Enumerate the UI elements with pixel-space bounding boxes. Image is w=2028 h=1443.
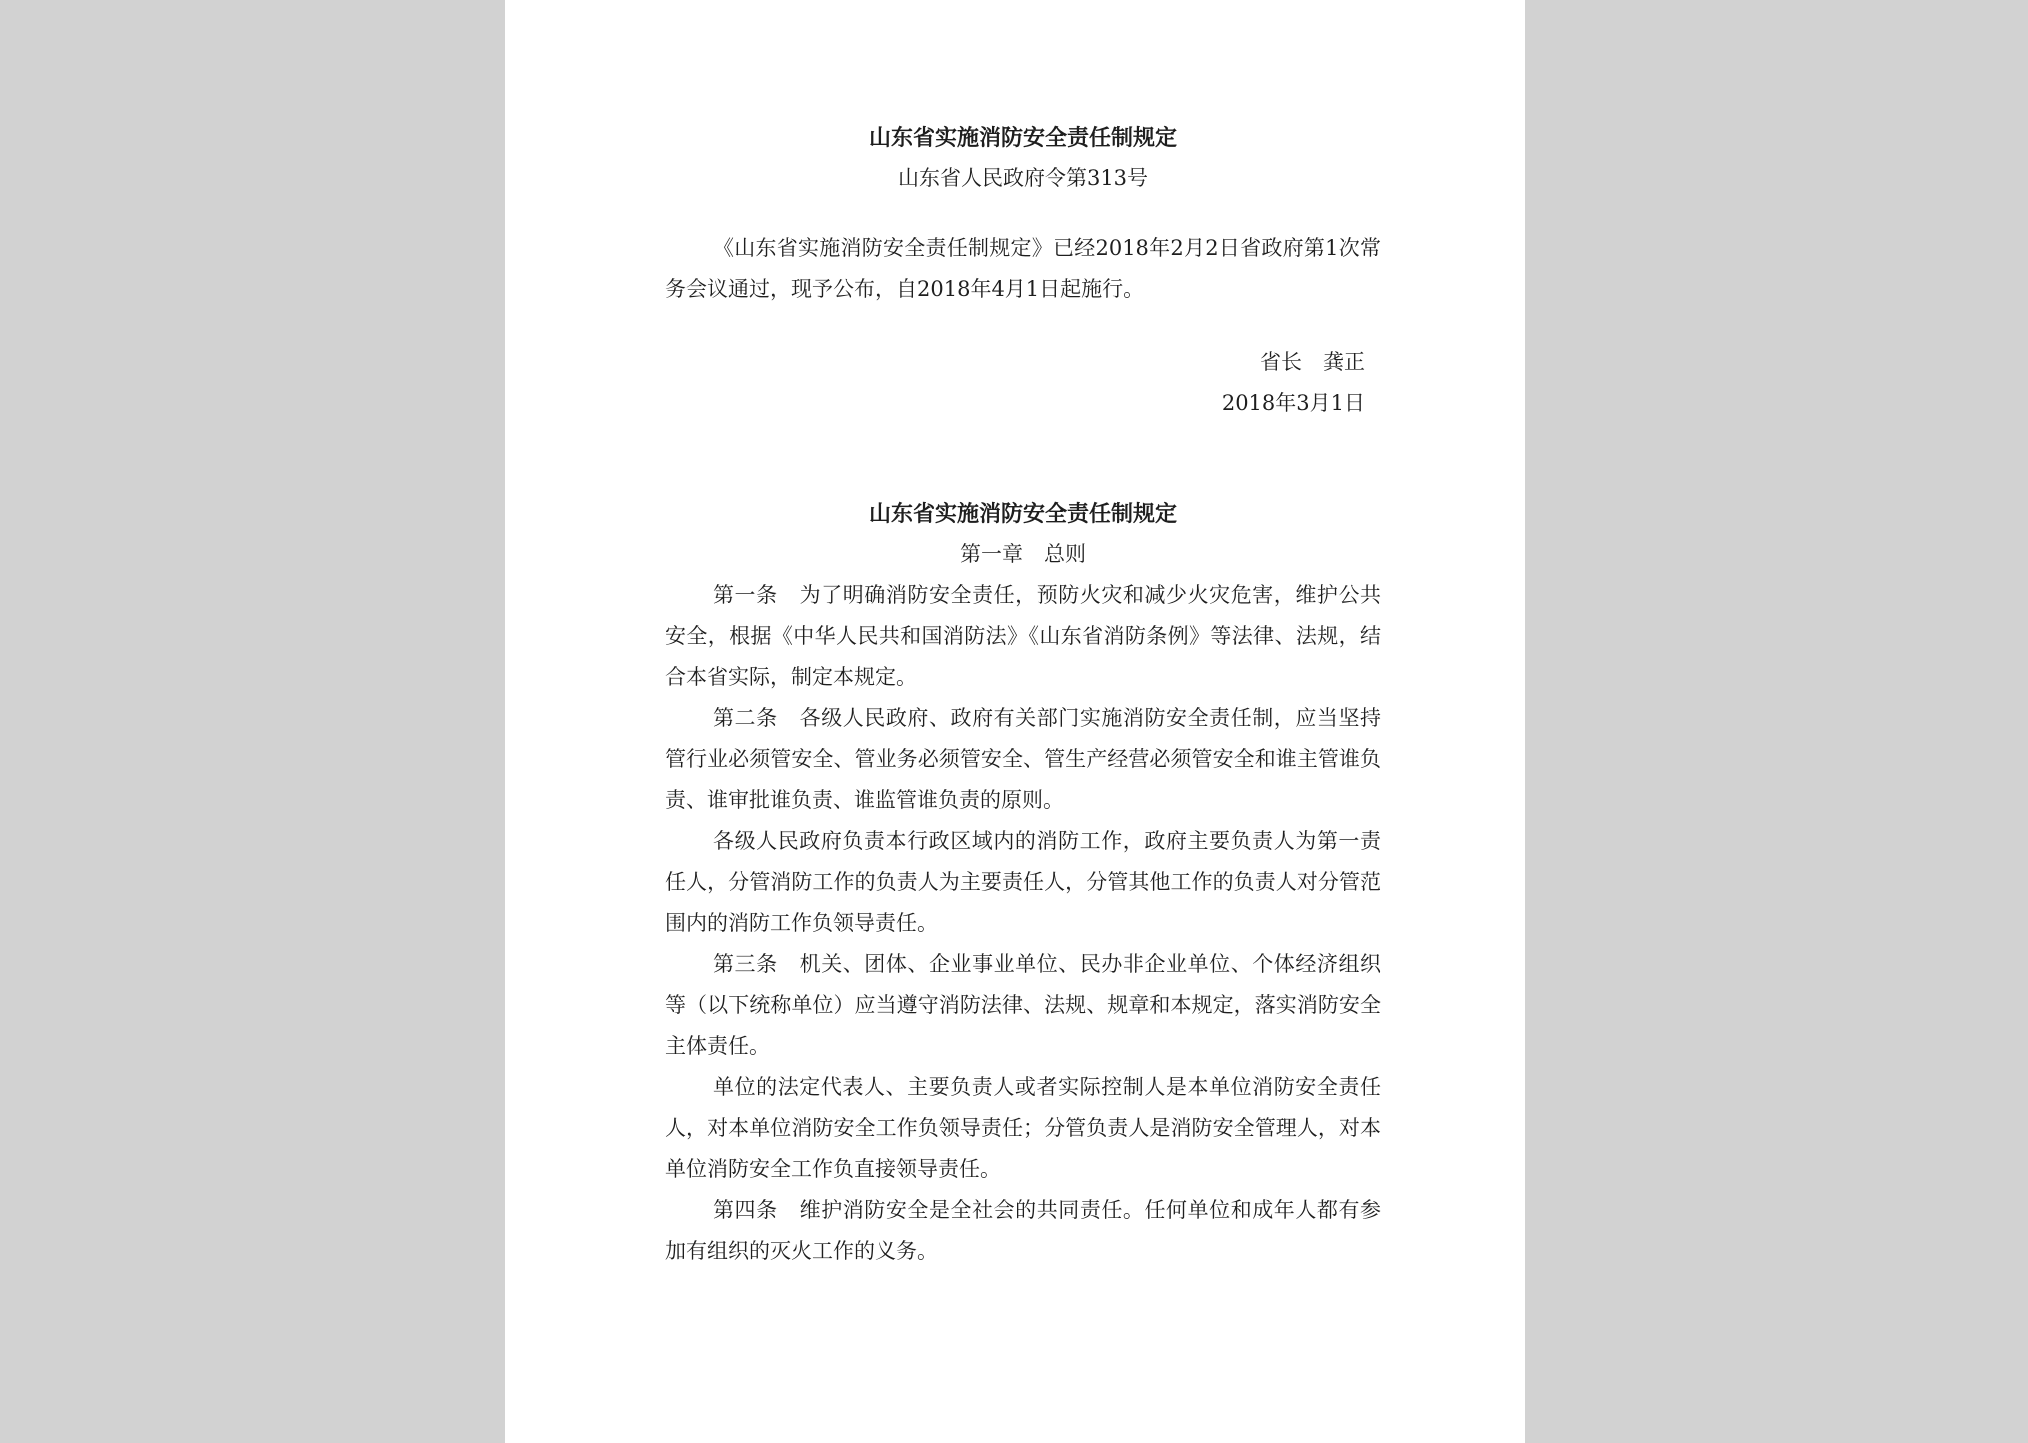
article-paragraph (665, 1067, 1381, 1190)
article-text: 各级人民政府负责本行政区域内的消防工作，政府主要负责人为第一责任人，分管消防工作的负责人为主要责任人，分管其他工作的负责人对分管范围内的消防工作负领导责任。 (665, 829, 1381, 935)
article-label: 第一条 (713, 583, 778, 607)
article-label: 第四条 (713, 1198, 778, 1222)
article-paragraph (665, 698, 1381, 821)
body-title: 山东省实施消防安全责任制规定 (868, 501, 1177, 527)
order-number: 山东省人民政府令第313号 (897, 166, 1149, 190)
signatory: 省长 龚正 (1260, 350, 1365, 374)
article-text: 为了明确消防安全责任，预防火灾和减少火灾危害，维护公共安全，根据《中华人民共和国消防法》《山东省消防条例》等法律、法规，结合本省实际，制定本规定。 (665, 583, 1381, 689)
article-paragraph (665, 1190, 1381, 1272)
document-page (505, 0, 1525, 1443)
article-paragraph (665, 944, 1381, 1067)
article-label: 第三条 (713, 952, 778, 976)
article-text: 维护消防安全是全社会的共同责任。任何单位和成年人都有参加有组织的灭火工作的义务。 (665, 1198, 1381, 1263)
preamble-paragraph: 《山东省实施消防安全责任制规定》已经2018年2月2日省政府第1次常务会议通过，现予公布，自2018年4月1日起施行。 (665, 236, 1381, 301)
article-paragraph (665, 821, 1381, 944)
article-text: 各级人民政府、政府有关部门实施消防安全责任制，应当坚持管行业必须管安全、管业务必须管安全、管生产经营必须管安全和谁主管谁负责、谁审批谁负责、谁监管谁负责的原则。 (665, 706, 1381, 812)
sign-date: 2018年3月1日 (1221, 391, 1365, 415)
article-text: 机关、团体、企业事业单位、民办非企业单位、个体经济组织等（以下统称单位）应当遵守消防法律、法规、规章和本规定，落实消防安全主体责任。 (665, 952, 1381, 1058)
article-label: 第二条 (713, 706, 778, 730)
article-paragraph (665, 575, 1381, 698)
document-content (665, 118, 1381, 1272)
document-title: 山东省实施消防安全责任制规定 (868, 125, 1177, 151)
article-text: 单位的法定代表人、主要负责人或者实际控制人是本单位消防安全责任人，对本单位消防安全工作负领导责任；分管负责人是消防安全管理人，对本单位消防安全工作负直接领导责任。 (665, 1075, 1381, 1181)
chapter-heading: 第一章 总则 (960, 542, 1086, 566)
